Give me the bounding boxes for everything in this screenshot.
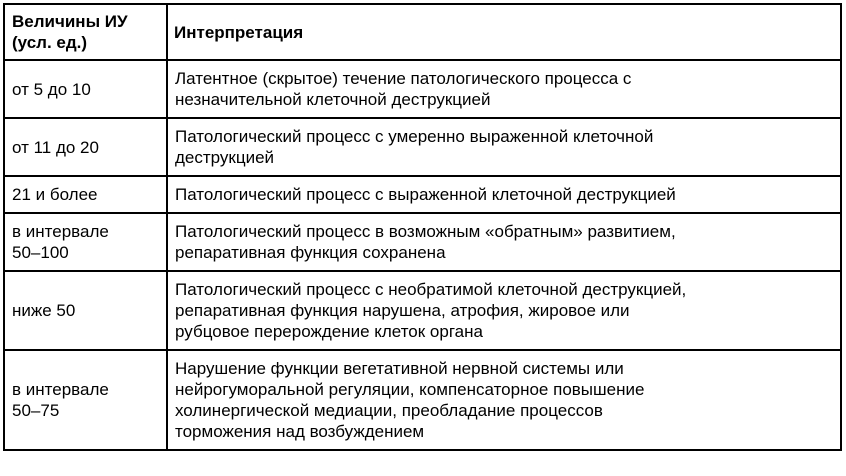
value-line: в интервале — [12, 222, 109, 241]
header-interpretation: Интерпретация — [167, 4, 841, 60]
table-row — [4, 271, 841, 350]
value-cell — [4, 350, 167, 450]
header-values-line1: Величины ИУ — [12, 12, 128, 31]
value-line: в интервале — [12, 380, 109, 399]
interpretation-line: холинергической медиации, преобладание процессов — [175, 401, 603, 420]
interpretation-line: Патологический процесс с умеренно выраженной клеточной — [175, 127, 654, 146]
table-row — [4, 118, 841, 176]
interpretation-line: Патологический процесс в возможным «обратным» развитием, — [175, 222, 676, 241]
interpretation-cell — [167, 271, 841, 350]
table-row — [4, 350, 841, 450]
value-cell — [4, 60, 167, 118]
value-line: 50–75 — [12, 401, 60, 420]
value-line: от 11 до 20 — [12, 137, 99, 157]
interpretation-cell — [167, 350, 841, 450]
value-cell — [4, 118, 167, 176]
value-line: 21 и более — [12, 185, 98, 204]
interpretation-line: нейрогуморальной регуляции, компенсаторное повышение — [175, 380, 645, 399]
interpretation-line: репаративная функция сохранена — [175, 243, 446, 262]
table-row — [4, 60, 841, 118]
interpretation-cell — [167, 176, 841, 213]
header-values-line2: (усл. ед.) — [12, 33, 88, 52]
interpretation-cell — [167, 60, 841, 118]
value-cell — [4, 176, 167, 213]
table-row — [4, 213, 841, 271]
value-cell — [4, 271, 167, 350]
interpretation-cell — [167, 213, 841, 271]
header-values — [4, 4, 167, 60]
table-row — [4, 176, 841, 213]
table-header-row — [4, 4, 841, 60]
interpretation-line: рубцовое перерождение клеток органа — [175, 322, 483, 341]
interpretation-line: торможения над возбуждением — [175, 422, 425, 441]
value-line: ниже 50 — [12, 301, 76, 320]
interpretation-line: Нарушение функции вегетативной нервной системы или — [175, 359, 624, 378]
interpretation-line: деструкцией — [175, 148, 275, 167]
value-line: от 5 до 10 — [12, 79, 91, 99]
value-line: 50–100 — [12, 243, 69, 262]
interpretation-cell — [167, 118, 841, 176]
interpretation-line: Патологический процесс с выраженной клеточной деструкцией — [175, 185, 676, 204]
interpretation-line: репаративная функция нарушена, атрофия, жировое или — [175, 301, 630, 320]
interpretation-table — [3, 3, 842, 451]
interpretation-line: Латентное (скрытое) течение патологического процесса с — [175, 69, 632, 88]
value-cell — [4, 213, 167, 271]
interpretation-line: Патологический процесс с необратимой клеточной деструкцией, — [175, 280, 687, 299]
interpretation-line: незначительной клеточной деструкцией — [175, 90, 491, 109]
